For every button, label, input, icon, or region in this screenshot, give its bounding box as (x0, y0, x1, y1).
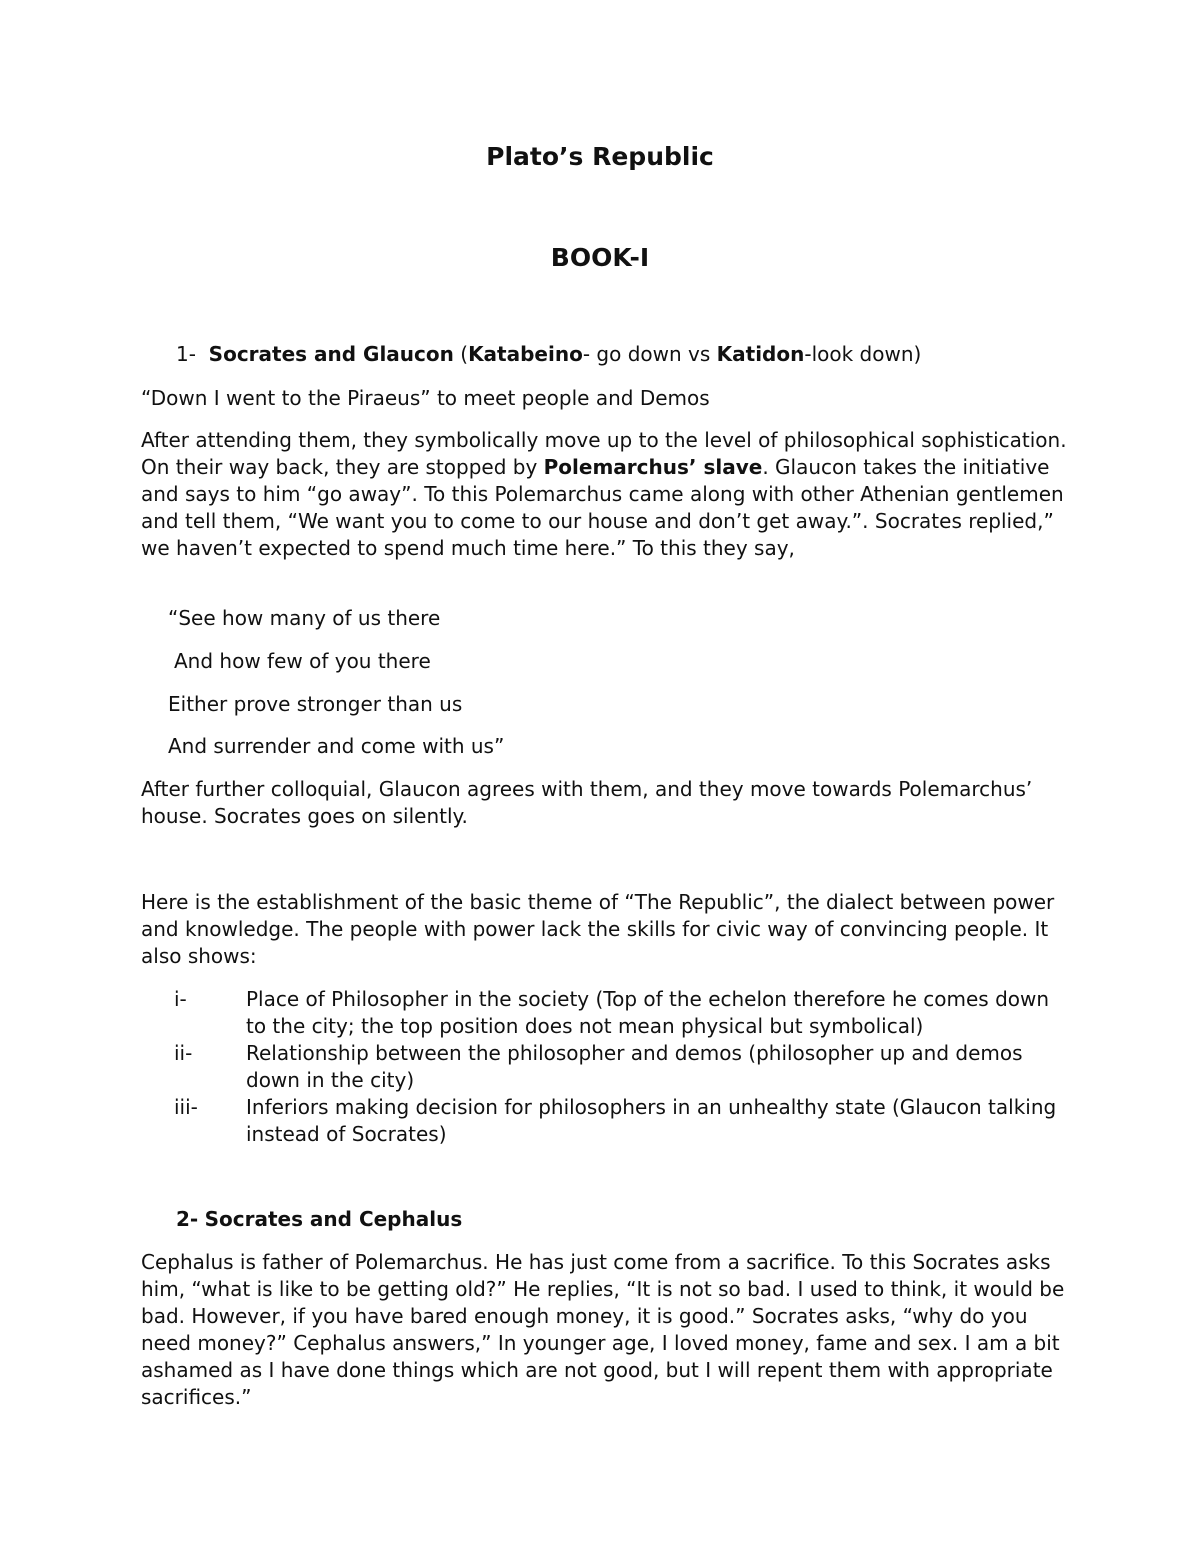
verse-line-1: “See how many of us there (168, 606, 441, 630)
paragraph-2-text: After further colloquial, Glaucon agrees with them, and they move towards Polemarchus’ house. Socrates goes on silently. (141, 777, 1033, 828)
verse-line-3: Either prove stronger than us (168, 692, 463, 716)
section-2-number: 2- (176, 1207, 199, 1231)
term-katabeino: Katabeino (468, 342, 583, 366)
paragraph-1-text-b: . Glaucon takes the initiative and says to him “go away”. To this Polemarchus came along with other Athenian gentlemen and tell them, “We want you to come to our house and don’t get away.”. Socrates replied,” we haven’t expected to spend much time here.” To this they say, (141, 455, 1064, 560)
book-heading: BOOK-I (550, 243, 650, 272)
paragraph-3 (141, 889, 1071, 970)
list-marker: iii- (174, 1095, 198, 1119)
paragraph-4-text: Cephalus is father of Polemarchus. He has just come from a sacrifice. To this Socrates asks him, “what is like to be getting old?” He replies, “It is not so bad. I used to think, it would be bad. However, if you have bared enough money, it is good.” Socrates asks, “why do you need money?” Cephalus answers,” In younger age, I loved money, fame and sex. I am a bit ashamed as I have done things which are not good, but I will repent them with appropriate sacrifices.” (141, 1250, 1065, 1409)
paragraph-4 (141, 1249, 1071, 1411)
paragraph-1 (141, 427, 1071, 562)
list-text: Inferiors making decision for philosophers in an unhealthy state (Glaucon talking instead of Socrates) (246, 1095, 1057, 1146)
verse-line-2: And how few of you there (174, 649, 431, 673)
paragraph-1-text-a: After attending them, they symbolically move up to the level of philosophical sophistication. On their way back, they are stopped by (141, 428, 1067, 479)
document-title: Plato’s Republic (486, 142, 714, 171)
term-katidon-definition: -look down) (804, 342, 922, 366)
list-marker: ii- (174, 1041, 193, 1065)
list-text: Place of Philosopher in the society (Top of the echelon therefore he comes down to the city; the top position does not mean physical but symbolical) (246, 987, 1050, 1038)
list-marker: i- (174, 987, 187, 1011)
term-katabeino-definition: - go down vs (582, 342, 717, 366)
section-1-heading (176, 341, 921, 368)
list-text: Relationship between the philosopher and demos (philosopher up and demos down in the city) (246, 1041, 1023, 1092)
quote-line: “Down I went to the Piraeus” to meet people and Demos (141, 386, 710, 410)
section-2-title: Socrates and Cephalus (204, 1207, 463, 1231)
section-1-title: Socrates and Glaucon (208, 342, 454, 366)
paren-open: ( (453, 342, 469, 366)
section-1-number: 1- (176, 342, 196, 366)
paragraph-3-text: Here is the establishment of the basic theme of “The Republic”, the dialect between power and knowledge. The people with power lack the skills for civic way of convincing people. It also shows: (141, 890, 1055, 968)
polemarchus-slave: Polemarchus’ slave (543, 455, 763, 479)
section-2-heading (176, 1206, 462, 1233)
paragraph-2 (141, 776, 1071, 830)
verse-line-4: And surrender and come with us” (168, 734, 505, 758)
term-katidon: Katidon (716, 342, 805, 366)
